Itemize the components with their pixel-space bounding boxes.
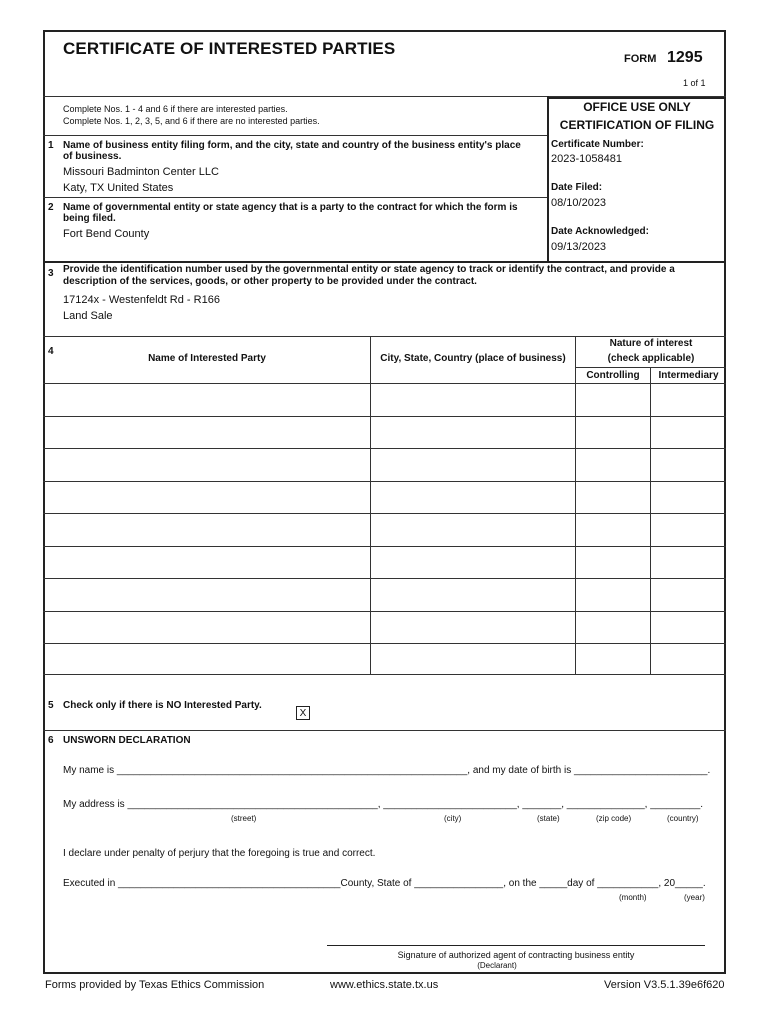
office-use-title: OFFICE USE ONLY <box>583 100 691 114</box>
office-use-top <box>547 97 726 99</box>
page-number: 1 of 1 <box>683 78 706 88</box>
col-divider-1 <box>370 336 371 674</box>
executed-line: Executed in ________________________________________County, State of ________________, on the _____day of ___________, 20_____. <box>63 878 706 889</box>
section4-top-line <box>43 336 726 337</box>
contract-description: Land Sale <box>63 310 113 322</box>
table-row <box>43 578 726 579</box>
table-row <box>43 448 726 449</box>
instruction-line-2: Complete Nos. 1, 2, 3, 5, and 6 if there are no interested parties. <box>63 116 320 126</box>
certificate-number-label: Certificate Number: <box>551 139 644 150</box>
section4-number: 4 <box>48 346 54 357</box>
section3-label: Provide the identification number used by the governmental entity or state agency to track or identify the contract, and provide a <box>63 264 675 275</box>
table-row <box>43 383 726 384</box>
col-header-location: City, State, Country (place of business) <box>380 353 566 364</box>
table-row <box>43 611 726 612</box>
section3-label-cont: description of the services, goods, or other property to be provided under the contract. <box>63 276 477 287</box>
form-title: CERTIFICATE OF INTERESTED PARTIES <box>63 39 396 58</box>
section5-bottom-line <box>43 730 726 731</box>
col-header-name: Name of Interested Party <box>148 353 266 364</box>
perjury-statement: I declare under penalty of perjury that the foregoing is true and correct. <box>63 848 376 859</box>
address-street-caption: (street) <box>231 814 257 823</box>
col-header-check: (check applicable) <box>607 353 695 364</box>
certification-title: CERTIFICATION OF FILING <box>559 118 715 132</box>
section3-number: 3 <box>48 268 54 279</box>
governmental-entity-name: Fort Bend County <box>63 228 150 240</box>
business-entity-name: Missouri Badminton Center LLC <box>63 166 219 178</box>
form-number: 1295 <box>667 49 703 66</box>
section1-number: 1 <box>48 140 54 151</box>
address-zip-caption: (zip code) <box>596 814 632 823</box>
executed-year-caption: (year) <box>684 893 705 902</box>
footer-provider: Forms provided by Texas Ethics Commission <box>45 979 265 991</box>
col-divider-2 <box>575 336 576 674</box>
form-label: FORM <box>624 53 657 65</box>
address-line: My address is _____________________________________________, ________________________, _______, ______________, _________. <box>63 799 704 810</box>
table-row <box>43 546 726 547</box>
col-header-intermediary: Intermediary <box>658 370 719 381</box>
section1-label: Name of business entity filing form, and the city, state and country of the business entity's place <box>63 140 521 151</box>
contract-id: 17124x - Westenfeldt Rd - R166 <box>63 294 220 306</box>
table-row <box>43 416 726 417</box>
section4-bottom-line <box>43 674 726 675</box>
instruction-line-1: Complete Nos. 1 - 4 and 6 if there are interested parties. <box>63 104 288 114</box>
footer-website[interactable]: www.ethics.state.tx.us <box>330 979 439 991</box>
section2-label-cont: being filed. <box>63 213 116 224</box>
certificate-number-value: 2023-1058481 <box>551 153 622 165</box>
no-interested-party-checkbox[interactable]: X <box>296 706 310 720</box>
declarant-caption: (Declarant) <box>477 961 517 970</box>
col-divider-3 <box>650 367 651 674</box>
date-acknowledged-value: 09/13/2023 <box>551 241 607 253</box>
section6-number: 6 <box>48 735 54 746</box>
address-state-caption: (state) <box>537 814 560 823</box>
date-acknowledged-label: Date Acknowledged: <box>551 226 649 237</box>
date-filed-value: 08/10/2023 <box>551 197 607 209</box>
section1-label-cont: of business. <box>63 151 122 162</box>
table-row <box>43 513 726 514</box>
date-filed-label: Date Filed: <box>551 182 603 193</box>
section5-number: 5 <box>48 700 54 711</box>
address-city-caption: (city) <box>444 814 462 823</box>
section2-label: Name of governmental entity or state agency that is a party to the contract for which the form is <box>63 202 518 213</box>
section3-top-line <box>43 261 726 263</box>
col-header-controlling: Controlling <box>586 370 640 381</box>
signature-caption: Signature of authorized agent of contracting business entity <box>397 950 635 960</box>
section2-number: 2 <box>48 202 54 213</box>
table-row <box>43 481 726 482</box>
col-header-nature: Nature of interest <box>609 338 693 349</box>
name-dob-line: My name is _______________________________________________________________, and my date of birth is ________________________. <box>63 765 711 776</box>
section2-top-line <box>43 197 547 198</box>
business-entity-location: Katy, TX United States <box>63 182 174 194</box>
section6-label: UNSWORN DECLARATION <box>63 735 191 746</box>
table-row <box>43 643 726 644</box>
section5-label: Check only if there is NO Interested Party. <box>63 700 262 711</box>
footer-version: Version V3.5.1.39e6f620 <box>604 979 725 991</box>
section1-top-line <box>43 135 547 136</box>
signature-line <box>327 945 705 946</box>
executed-month-caption: (month) <box>619 893 647 902</box>
address-country-caption: (country) <box>667 814 699 823</box>
